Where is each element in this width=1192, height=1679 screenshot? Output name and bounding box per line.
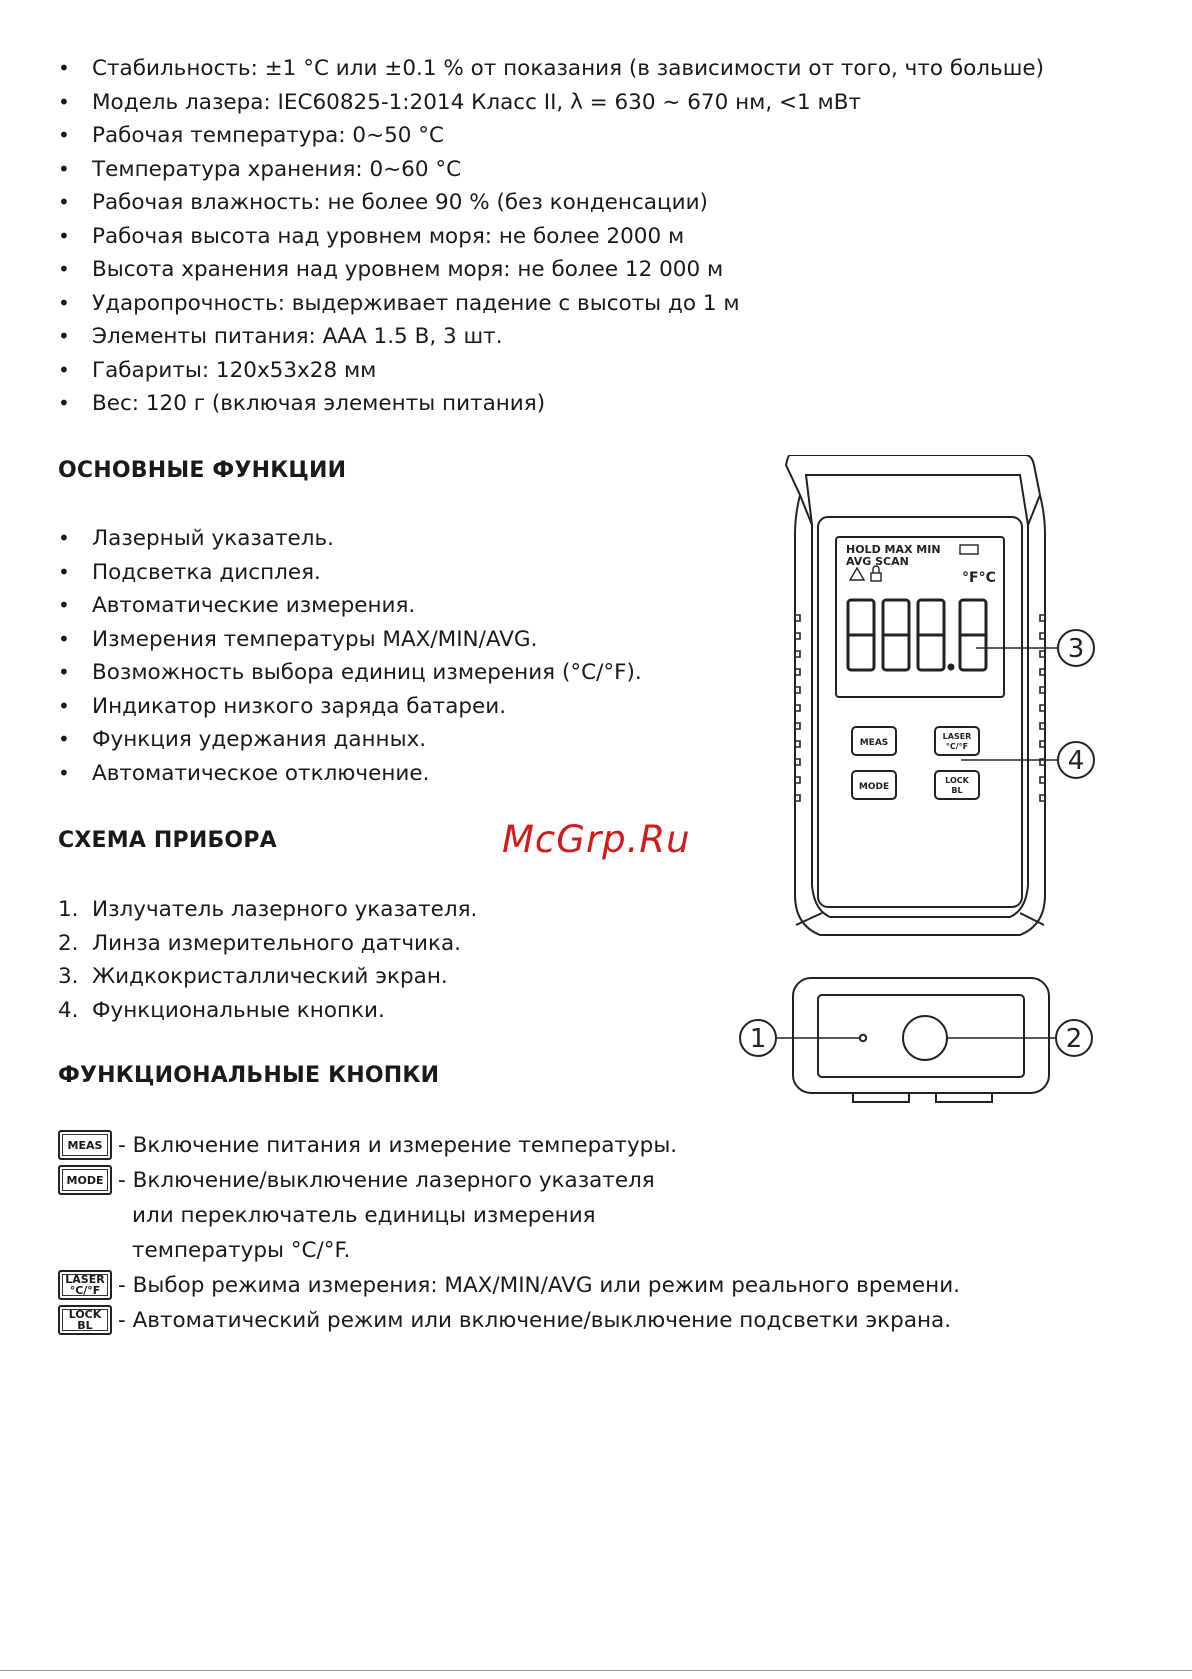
lock-label-1: LOCK (945, 776, 969, 785)
functions-list (58, 522, 642, 790)
lcd-line-1: HOLD MAX MIN (846, 543, 941, 556)
list-item: • Рабочая высота над уровнем моря: не более 2000 м (58, 220, 1044, 254)
functions-heading: ОСНОВНЫЕ ФУНКЦИИ (58, 458, 347, 483)
meas-label: MEAS (859, 738, 889, 748)
list-item: • Автоматическое отключение. (58, 757, 642, 791)
sensor-lens (903, 1016, 947, 1060)
mode-continuation-1: или переключатель единицы измерения (132, 1203, 596, 1228)
list-item: • Возможность выбора единиц измерения (°С/°F). (58, 656, 642, 690)
mode-label: MODE (858, 782, 890, 792)
list-item: • Ударопрочность: выдерживает падение с высоты до 1 м (58, 287, 1044, 321)
scheme-heading: СХЕМА ПРИБОРА (58, 828, 277, 853)
laser-warning-icon (850, 568, 864, 580)
callout-3-label: 3 (1067, 634, 1085, 664)
list-item: • Модель лазера: IEC60825-1:2014 Класс II, λ = 630 ~ 670 нм, <1 мВт (58, 86, 1044, 120)
list-item: • Измерения температуры MAX/MIN/AVG. (58, 623, 642, 657)
mode-continuation-2: температуры °С/°F. (132, 1238, 351, 1263)
device-body (786, 455, 1045, 935)
list-item: • Температура хранения: 0~60 °С (58, 153, 1044, 187)
lcd-line-2: AVG SCAN (846, 555, 909, 568)
lock-key-icon: LOCK BL (58, 1305, 112, 1335)
button-row-lock: LOCK BL - Автоматический режим или включение/выключение подсветки экрана. (58, 1303, 960, 1338)
specs-list (58, 52, 1044, 421)
list-item: • Лазерный указатель. (58, 522, 642, 556)
laser-key-icon: LASER °C/°F (58, 1270, 112, 1300)
laser-label-1: LASER (942, 732, 972, 741)
lock-label-2: BL (951, 786, 963, 795)
list-item: • Индикатор низкого заряда батареи. (58, 690, 642, 724)
list-item: 3. Жидкокристаллический экран. (58, 964, 448, 989)
list-item: • Высота хранения над уровнем моря: не более 12 000 м (58, 253, 1044, 287)
scheme-list (58, 893, 477, 1027)
buttons-descriptions (58, 1128, 960, 1338)
list-item: • Вес: 120 г (включая элементы питания) (58, 387, 1044, 421)
list-item: • Габариты: 120х53х28 мм (58, 354, 1044, 388)
button-row-mode: MODE - Включение/выключение лазерного указателя (58, 1163, 960, 1198)
laser-label-2: °C/°F (945, 742, 969, 751)
footer-divider (0, 1670, 1192, 1671)
list-item: • Стабильность: ±1 °С или ±0.1 % от показания (в зависимости от того, что больше) (58, 52, 1044, 86)
mode-key-icon: MODE (58, 1165, 112, 1195)
list-item: • Рабочая влажность: не более 90 % (без конденсации) (58, 186, 1044, 220)
list-item: • Подсветка дисплея. (58, 556, 642, 590)
list-item: • Элементы питания: ААА 1.5 В, 3 шт. (58, 320, 1044, 354)
battery-icon (960, 545, 978, 554)
lcd-units: °F°C (962, 570, 996, 586)
button-row-laser: LASER °C/°F - Выбор режима измерения: MAX/MIN/AVG или режим реального времени. (58, 1268, 960, 1303)
list-item: • Автоматические измерения. (58, 589, 642, 623)
buttons-heading: ФУНКЦИОНАЛЬНЫЕ КНОПКИ (58, 1063, 440, 1088)
list-item: 4. Функциональные кнопки. (58, 997, 385, 1023)
list-item: • Рабочая температура: 0~50 °С (58, 119, 1044, 153)
lock-icon (871, 573, 881, 581)
callout-4-label: 4 (1067, 746, 1085, 776)
meas-key-icon: MEAS (58, 1130, 112, 1160)
laser-emitter (860, 1035, 866, 1041)
list-item: 1. Излучатель лазерного указателя. (58, 897, 478, 922)
device-diagram (720, 455, 1140, 1155)
list-item: 2. Линза измерительного датчика. (58, 930, 462, 956)
button-row-meas: MEAS - Включение питания и измерение температуры. (58, 1128, 960, 1163)
callout-2-label: 2 (1065, 1024, 1083, 1054)
list-item: • Функция удержания данных. (58, 723, 642, 757)
callout-1-label: 1 (749, 1024, 767, 1054)
watermark: McGrp.Ru (502, 818, 691, 861)
